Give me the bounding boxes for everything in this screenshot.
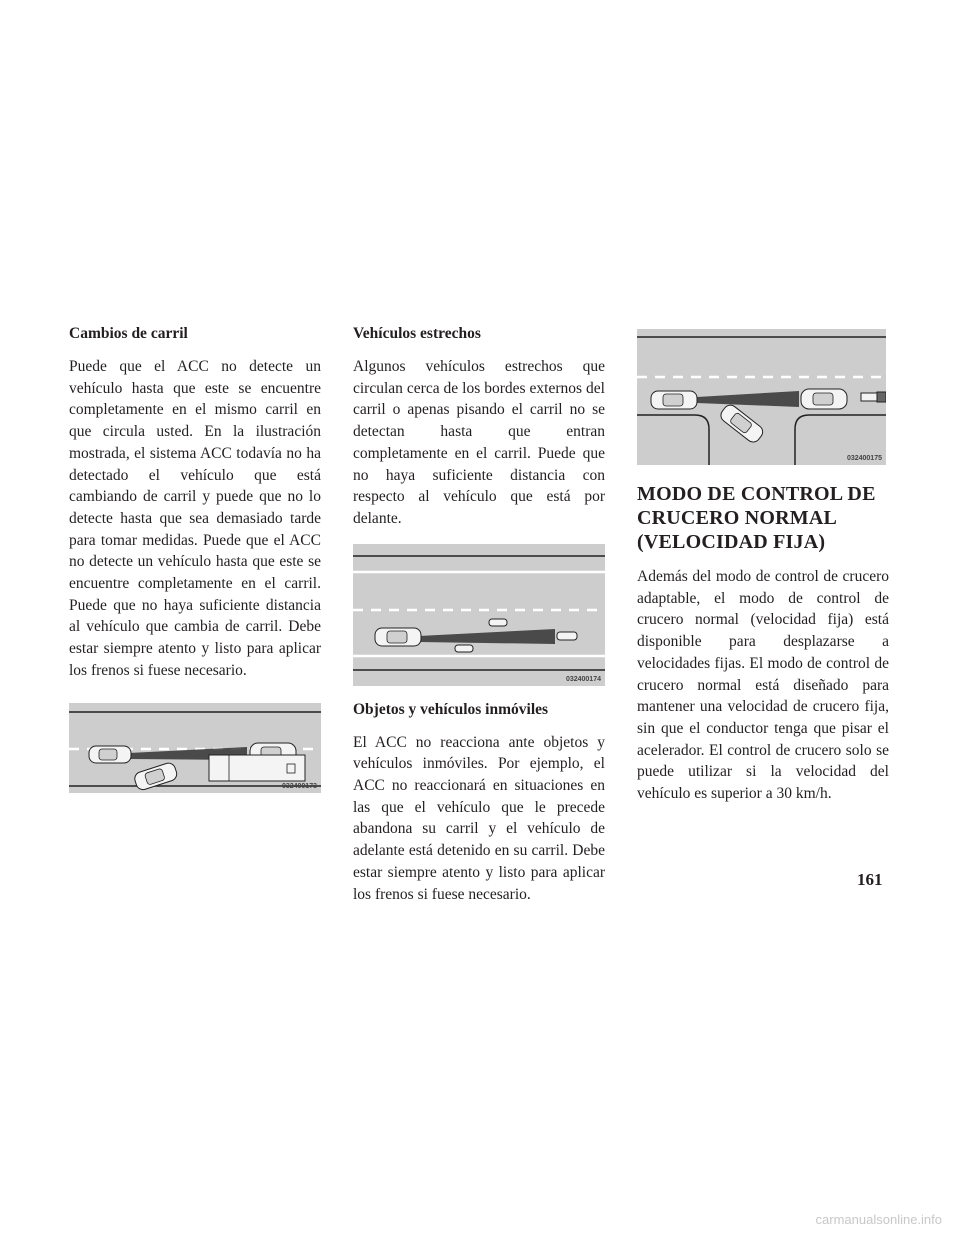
section-body-lane-change: Puede que el ACC no detecte un vehículo hasta que este se encuentre completamente en el mismo carril en que circula usted. En la ilustración mostrada, el sistema ACC todavía no ha detectado el vehículo que está cambiando de carril y puede que no lo detecte hasta que sea demasiado tarde para tomar medidas. Puede que el ACC no detecte un vehículo hasta que este se encuentre completamente en el carril. Puede que no haya suficiente distancia al vehículo que cambia de carril. Debe estar siempre atento y listo para aplicar los frenos si fuese necesario. bbox=[69, 358, 321, 679]
figure-code: 032400173 bbox=[281, 782, 317, 790]
figure-stationary-vehicle bbox=[637, 329, 886, 465]
section-body-normal-cruise: Además del modo de control de crucero adaptable, el modo de control de crucero normal (velocidad fija) está disponible para desplazarse a velocidades fijas. El modo de control de crucero normal está diseñado para mantener una velocidad de crucero fija, sin que el conductor tenga que pisar el acelerador. El control de crucero solo se puede utilizar si la velocidad del vehículo es superior a 30 km/h. bbox=[637, 568, 889, 803]
watermark bbox=[0, 1212, 960, 1227]
section-body-narrow-vehicles: Algunos vehículos estrechos que circulan cerca de los bordes externos del carril o apenas pisando el carril no se detectan hasta que entran completamente en el carril. Puede que no haya suficiente distancia con respecto al vehículo que está por delante. bbox=[353, 358, 605, 527]
column-left bbox=[69, 324, 321, 793]
figure-code: 032400174 bbox=[565, 675, 601, 683]
section-heading-stationary-objects: Objetos y vehículos inmóviles bbox=[353, 700, 549, 718]
figure-code: 032400175 bbox=[846, 455, 882, 462]
section-title-normal-cruise: MODO DE CONTROL DE CRUCERO NORMAL (VELOCIDAD FIJA) bbox=[637, 483, 876, 553]
column-right bbox=[637, 329, 889, 805]
figure-narrow-vehicles bbox=[353, 544, 605, 686]
section-heading-lane-change: Cambios de carril bbox=[69, 325, 188, 342]
section-body-stationary-objects: El ACC no reacciona ante objetos y vehículos inmóviles. Por ejemplo, el ACC no reaccionará en situaciones en las que el vehículo que le precede abandona su carril y el vehículo de adelante está detenido en su carril. Debe estar siempre atento y listo para aplicar los frenos si fuese necesario. bbox=[353, 733, 605, 903]
column-middle bbox=[353, 324, 605, 905]
figure-lane-change bbox=[69, 703, 321, 793]
section-heading-narrow-vehicles: Vehículos estrechos bbox=[353, 325, 481, 342]
page-number: 161 bbox=[857, 870, 883, 889]
watermark-text: carmanualsonline.info bbox=[815, 1212, 942, 1227]
